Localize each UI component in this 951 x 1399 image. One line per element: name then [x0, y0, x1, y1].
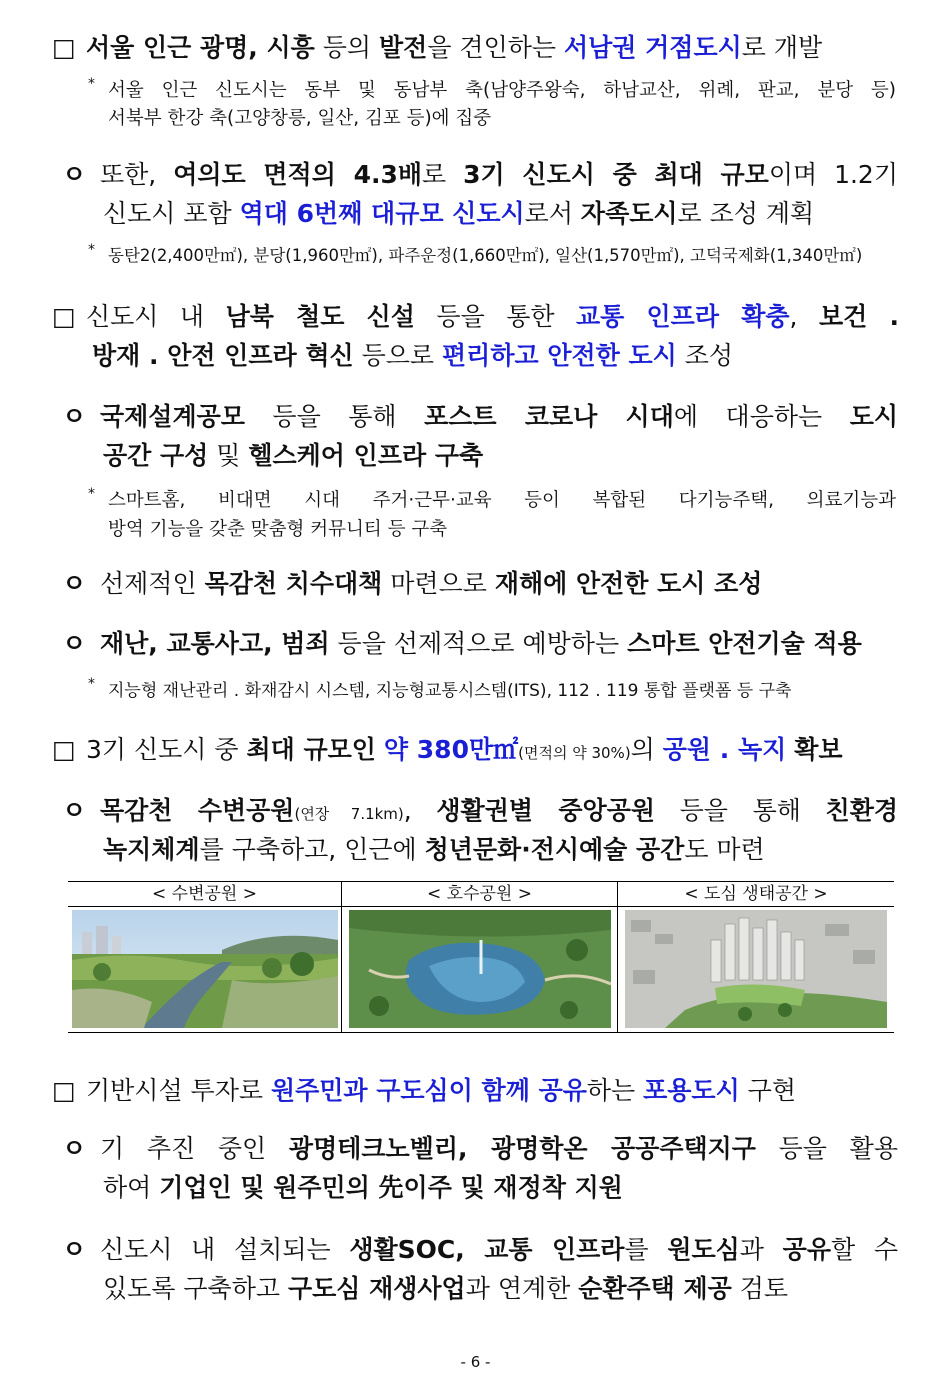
- section3-heading: □ 3기 신도시 중 최대 규모인 약 380만㎡(면적의 약 30%)의 공원 . 녹지 확보: [52, 735, 843, 764]
- lake-park-photo: [349, 910, 611, 1028]
- circle-marker-icon: ㅇ: [62, 569, 87, 598]
- section4-heading: □ 기반시설 투자로 원주민과 구도심이 함께 공유하는 포용도시 구현: [52, 1076, 796, 1105]
- circle-marker-icon: ㅇ: [62, 629, 87, 658]
- square-marker-icon: □: [52, 735, 76, 764]
- square-marker-icon: □: [52, 1076, 76, 1105]
- asterisk-marker-icon: *: [88, 242, 95, 258]
- section2-bullet3: ㅇ 재난, 교통사고, 범죄 등을 선제적으로 예방하는 스마트 안전기술 적용: [62, 624, 862, 660]
- section2-heading-line1: □ 신도시 내 남북 철도 신설 등을 통한 교통 인프라 확충, 보건 .: [52, 302, 899, 331]
- section2-bullet1-note-line1: * 스마트홈, 비대면 시대 주거·근무·교육 등이 복합된 다기능주택, 의료기능과: [88, 486, 896, 511]
- circle-marker-icon: ㅇ: [62, 402, 87, 431]
- circle-marker-icon: ㅇ: [62, 160, 87, 189]
- section1-bullet1-note: * 동탄2(2,400만㎡), 분당(1,960만㎡), 파주운정(1,660만㎡), 일산(1,570만㎡), 고덕국제화(1,340만㎡): [88, 242, 863, 265]
- waterfront-park-photo: [72, 910, 338, 1028]
- section2-heading-line2: 방재 . 안전 인프라 혁신 등으로 편리하고 안전한 도시 조성: [92, 341, 734, 370]
- section2-bullet1-line2: 공간 구성 및 헬스케어 인프라 구축: [103, 441, 484, 470]
- section1-note-line1: * 서울 인근 신도시는 동부 및 동남부 축(남양주왕숙, 하남교산, 위례, 판교, 분당 등): [88, 76, 896, 101]
- circle-marker-icon: ㅇ: [62, 1235, 87, 1264]
- section4-bullet1-line1: ㅇ 기 추진 중인 광명테크노벨리, 광명학온 공공주택지구 등을 활용: [62, 1129, 898, 1165]
- asterisk-marker-icon: *: [88, 486, 95, 502]
- section1-bullet1-line1: ㅇ 또한, 여의도 면적의 4.3배로 3기 신도시 중 최대 규모이며 1.2기: [62, 155, 898, 191]
- photo-caption: < 수변공원 >: [68, 882, 341, 907]
- section2-bullet1-note-line2: 방역 기능을 갖춘 맞춤형 커뮤니티 등 구축: [108, 519, 448, 540]
- photo-caption: < 도심 생태공간 >: [618, 882, 894, 907]
- urban-eco-space-photo: [625, 910, 887, 1028]
- square-marker-icon: □: [52, 33, 76, 62]
- circle-marker-icon: ㅇ: [62, 1134, 87, 1163]
- photo-cell-waterfront: [68, 882, 341, 1032]
- photo-caption: < 호수공원 >: [342, 882, 617, 907]
- square-marker-icon: □: [52, 302, 76, 331]
- section4-bullet2-line1: ㅇ 신도시 내 설치되는 생활SOC, 교통 인프라를 원도심과 공유할 수: [62, 1230, 898, 1266]
- section1-bullet1-line2: 신도시 포함 역대 6번째 대규모 신도시로서 자족도시로 조성 계획: [103, 199, 815, 228]
- photo-cell-urban: [618, 882, 894, 1032]
- section1-note-line2: 서북부 한강 축(고양창릉, 일산, 김포 등)에 집중: [108, 108, 492, 129]
- asterisk-marker-icon: *: [88, 76, 95, 92]
- section2-bullet3-note: * 지능형 재난관리 . 화재감시 시스템, 지능형교통시스템(ITS), 112 . 119 통합 플랫폼 등 구축: [88, 676, 792, 701]
- photo-table: [68, 881, 894, 1033]
- section4-bullet2-line2: 있도록 구축하고 구도심 재생사업과 연계한 순환주택 제공 검토: [103, 1274, 789, 1303]
- section2-bullet2: ㅇ 선제적인 목감천 치수대책 마련으로 재해에 안전한 도시 조성: [62, 564, 762, 600]
- circle-marker-icon: ㅇ: [62, 796, 87, 825]
- section3-bullet1-line1: ㅇ 목감천 수변공원(연장 7.1km), 생활권별 중앙공원 등을 통해 친환경: [62, 791, 898, 827]
- section4-bullet1-line2: 하여 기업인 및 원주민의 先이주 및 재정착 지원: [103, 1173, 623, 1202]
- section1-heading: □ 서울 인근 광명, 시흥 등의 발전을 견인하는 서남권 거점도시로 개발: [52, 33, 823, 62]
- page-number: - 6 -: [460, 1353, 491, 1371]
- asterisk-marker-icon: *: [88, 676, 95, 692]
- section2-bullet1-line1: ㅇ 국제설계공모 등을 통해 포스트 코로나 시대에 대응하는 도시: [62, 397, 898, 433]
- photo-cell-lake: [342, 882, 617, 1032]
- section3-bullet1-line2: 녹지체계를 구축하고, 인근에 청년문화·전시예술 공간도 마련: [103, 835, 765, 864]
